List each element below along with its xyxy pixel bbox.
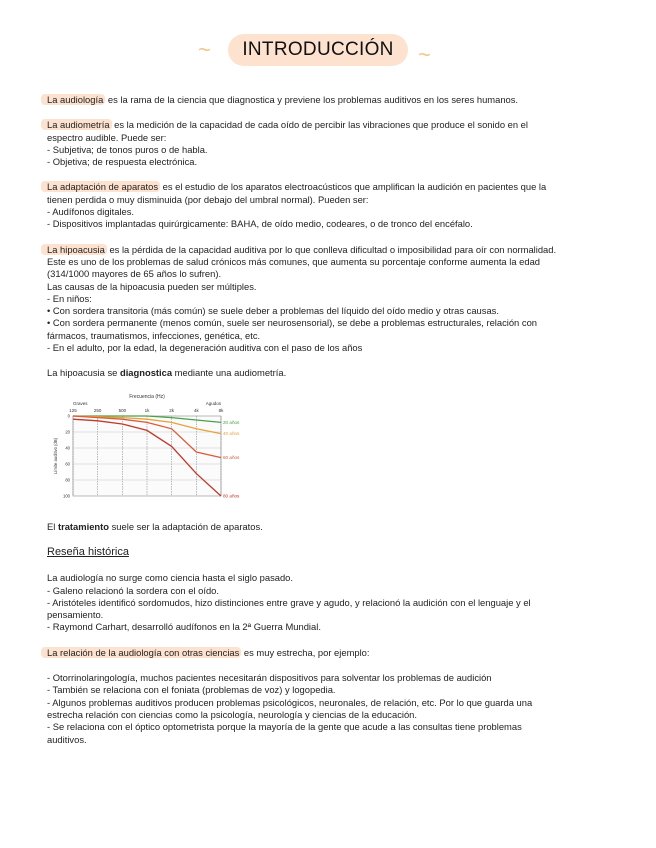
paragraph-relacion — [47, 647, 607, 659]
y-tick-label: 0 — [67, 413, 70, 419]
x-tick-label: 250 — [93, 407, 102, 413]
term-hipoacusia: La hipoacusia — [41, 244, 107, 255]
text: es la pérdida de la capacidad auditiva por lo que conlleva dificultad o imposibilidad para oír con normalidad. — [106, 243, 557, 255]
x-tick-label: 2k — [169, 407, 175, 413]
audiogram-chart — [51, 391, 251, 507]
list-item: - También se relaciona con el foniata (problemas de voz) y logopedia. — [47, 684, 336, 696]
list-item: - En el adulto, por la edad, la degeneración auditiva con el paso de los años — [47, 342, 363, 354]
bold-tratamiento: tratamiento — [57, 520, 110, 532]
text-line: La audiología no surge como ciencia hasta el siglo pasado. — [47, 572, 293, 584]
term-adaptacion: La adaptación de aparatos — [41, 181, 160, 192]
list-item: - Se relaciona con el óptico optometrista porque la mayoría de la gente que acude a las consultas tiene problemas — [47, 721, 522, 733]
bold-diagnostica: diagnostica — [119, 367, 173, 379]
list-item: - Algunos problemas auditivos producen problemas psicológicos, neuronales, de relación, etc. Por lo que guarda una — [47, 696, 533, 708]
y-tick-label: 20 — [65, 429, 70, 435]
text: es la rama de la ciencia que diagnostica y previene los problemas auditivos en los seres humanos. — [105, 94, 519, 105]
text-line: fármacos, traumatismos, infecciones, genética, etc. — [47, 329, 261, 341]
x-tick-label: 4k — [193, 407, 199, 413]
term-audiologia: La audiología — [41, 94, 105, 105]
list-item: - Audífonos digitales. — [47, 206, 135, 218]
term-audiometria: La audiometría — [41, 119, 112, 130]
paragraph-adaptacion — [47, 181, 607, 230]
list-item: - Objetiva; de respuesta electrónica. — [47, 156, 198, 168]
x-tick-label: 1k — [144, 407, 150, 413]
list-item: - Raymond Carhart, desarrolló audífonos en la 2ª Guerra Mundial. — [47, 621, 321, 633]
y-tick-label: 60 — [65, 461, 70, 467]
text: es muy estrecha, por ejemplo: — [241, 646, 370, 658]
document-body — [47, 94, 607, 759]
paragraph-audiologia — [47, 94, 607, 106]
paragraph-historia — [47, 572, 607, 633]
audiogram-svg — [51, 391, 251, 507]
text-line: espectro audible. Puede ser: — [47, 131, 167, 143]
text-line: tienen perdida o muy disminuida (por debajo del umbral normal). Pueden ser: — [47, 193, 369, 205]
text-line: Las causas de la hipoacusia pueden ser múltiples. — [47, 280, 257, 292]
list-item: - Galeno relacionó la sordera con el oído. — [47, 584, 219, 596]
x-tick-label: 500 — [118, 407, 127, 413]
text: es el estudio de los aparatos electroacústicos que amplifican la audición en pacientes que la — [160, 181, 547, 193]
text: El — [47, 520, 58, 532]
text: mediante una audiometría. — [172, 367, 287, 379]
y-tick-label: 80 — [65, 477, 70, 483]
y-axis-label: Límite auditivo (dB) — [53, 437, 58, 474]
paragraph-ejemplos — [47, 672, 607, 746]
list-item: - Otorrinolaringología, muchos pacientes necesitarán dispositivos para solventar los problemas de audición — [47, 672, 492, 684]
range-label-high: Agudos — [205, 400, 221, 406]
series-label: 60 años — [223, 454, 240, 460]
paragraph-hipoacusia — [47, 244, 607, 355]
text: suele ser la adaptación de aparatos. — [109, 520, 263, 532]
list-item: - Dispositivos implantadas quirúrgicamente: BAHA, de oído medio, codeares, o de tronco del encéfalo. — [47, 218, 473, 230]
text-line: (314/1000 mayores de 65 años lo sufren). — [47, 268, 222, 280]
squiggle-right-icon: ~ — [418, 42, 431, 67]
text-line: estrecha relación con ciencias como la psicología, neurología y ciencias de la educación. — [47, 708, 418, 720]
text-line: auditivos. — [47, 733, 87, 745]
list-item: • Con sordera permanente (menos común, suele ser neurosensorial), se debe a problemas estructurales, relación con — [47, 317, 537, 329]
squiggle-left-icon: ~ — [198, 37, 211, 62]
range-label-low: Graves — [73, 400, 88, 406]
page-title: INTRODUCCIÓN — [228, 34, 408, 66]
text-line: Este es uno de los problemas de salud crónicos más comunes, que aumenta su porcentaje conforme aumenta la edad — [47, 255, 540, 267]
section-heading-historia: Reseña histórica — [47, 545, 129, 558]
text: La hipoacusia se — [47, 367, 120, 379]
list-item: - Aristóteles identificó sordomudos, hizo distinciones entre grave y agudo, y relacionó la audición con el lenguaje y el — [47, 596, 531, 608]
paragraph-audiometria — [47, 119, 607, 168]
list-item: • Con sordera transitoria (más común) se suele deber a problemas del líquido del oído medio y otras causas. — [47, 305, 499, 317]
series-label: 80 años — [223, 493, 240, 499]
text-line: pensamiento. — [47, 609, 104, 621]
paragraph-tratamiento — [47, 521, 607, 533]
chart-title: Frecuencia (Hz) — [129, 393, 165, 400]
text: es la medición de la capacidad de cada oído de percibir las vibraciones que produce el sonido en el — [111, 119, 528, 131]
y-tick-label: 100 — [63, 493, 70, 499]
paragraph-diagnostico — [47, 367, 607, 379]
x-tick-label: 8k — [218, 407, 224, 413]
title-row — [0, 34, 656, 68]
series-label: 40 años — [223, 430, 240, 436]
list-item: - Subjetiva; de tonos puros o de habla. — [47, 143, 208, 155]
term-relacion: La relación de la audiología con otras ciencias — [41, 647, 241, 658]
y-tick-label: 40 — [65, 445, 70, 451]
list-item: - En niños: — [47, 292, 92, 304]
series-label: 20 años — [223, 419, 240, 425]
x-tick-label: 125 — [69, 407, 77, 413]
